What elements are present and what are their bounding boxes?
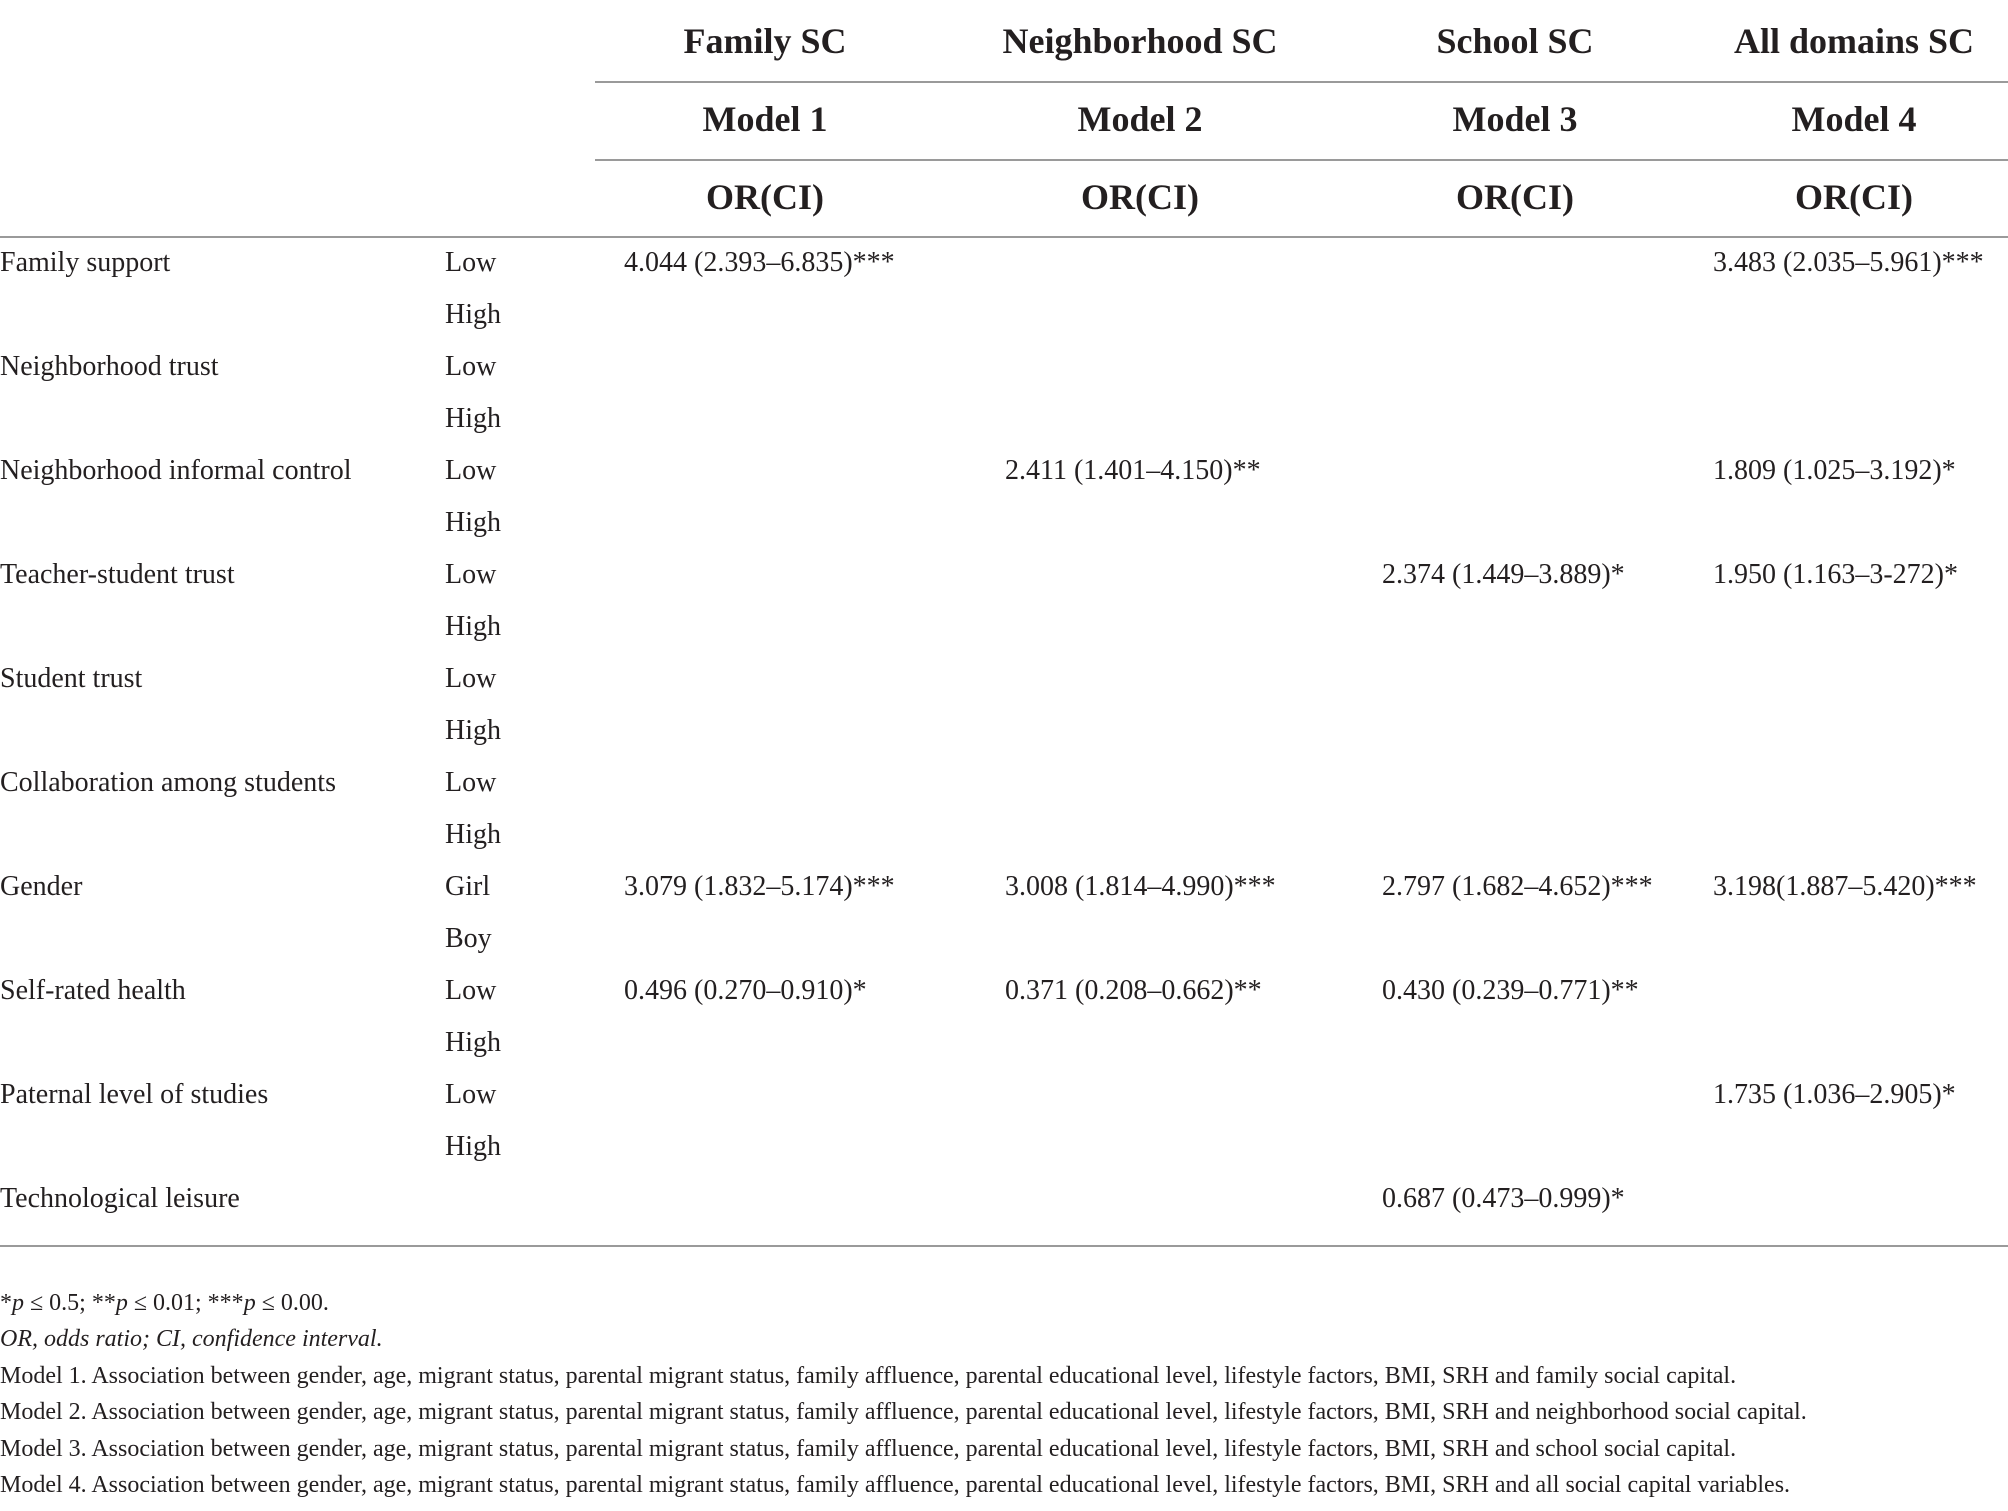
header-stat-3: OR(CI) (1456, 177, 1574, 217)
footnote-abbreviations: OR, odds ratio; CI, confidence interval. (0, 1326, 383, 1352)
header-rule-3 (0, 236, 2008, 238)
footnote-model-3: Model 3. Association between gender, age, migrant status, parental migrant status, family affluence, parental educational level, lifestyle factors, BMI, SRH and school social capital. (0, 1436, 1737, 1462)
model1-value: 3.079 (1.832–5.174)*** (624, 871, 895, 902)
level-label: Low (445, 663, 497, 694)
model3-value: 2.797 (1.682–4.652)*** (1382, 871, 1653, 902)
level-label: Low (445, 767, 497, 798)
variable-label: Self-rated health (0, 975, 186, 1006)
header-domain-all: All domains SC (1733, 21, 1975, 61)
variable-label: Collaboration among students (0, 767, 336, 798)
level-label: Girl (445, 871, 491, 902)
header-rule-2 (595, 159, 2008, 161)
table-bottom-rule (0, 1245, 2008, 1247)
level-label: High (445, 403, 501, 434)
header-model-2: Model 2 (1077, 99, 1203, 139)
model3-value: 0.430 (0.239–0.771)** (1382, 975, 1639, 1006)
header-stat-4: OR(CI) (1795, 177, 1913, 217)
model1-value: 0.496 (0.270–0.910)* (624, 975, 867, 1006)
model4-value: 1.950 (1.163–3-272)* (1713, 559, 1958, 590)
footnote-sig-t2: ≤ 0.01; *** (127, 1290, 244, 1316)
level-label: Low (445, 1079, 497, 1110)
model4-value: 1.809 (1.025–3.192)* (1713, 455, 1956, 486)
footnote-sig-p1: p (12, 1290, 24, 1316)
level-label: High (445, 611, 501, 642)
header-model-1: Model 1 (702, 99, 828, 139)
footnote-sig-p2: p (115, 1290, 128, 1316)
model3-value: 0.687 (0.473–0.999)* (1382, 1183, 1625, 1214)
header-domain-neighborhood: Neighborhood SC (1002, 21, 1278, 61)
footnote-significance (0, 1288, 329, 1318)
header-stat-2: OR(CI) (1081, 177, 1199, 217)
model4-value: 1.735 (1.036–2.905)* (1713, 1079, 1956, 1110)
footnote-model-2: Model 2. Association between gender, age, migrant status, parental migrant status, family affluence, parental educational level, lifestyle factors, BMI, SRH and neighborhood social capital. (0, 1399, 1807, 1425)
level-label: Low (445, 975, 497, 1006)
header-model-3: Model 3 (1452, 99, 1578, 139)
level-label: Low (445, 559, 497, 590)
footnote-sig-p3: p (243, 1290, 256, 1316)
level-label: High (445, 1027, 501, 1058)
footnote-sig-t1: ≤ 0.5; ** (24, 1290, 116, 1316)
header-model-4: Model 4 (1791, 99, 1917, 139)
model3-value: 2.374 (1.449–3.889)* (1382, 559, 1625, 590)
variable-label: Neighborhood informal control (0, 455, 352, 486)
footnote-model-1: Model 1. Association between gender, age, migrant status, parental migrant status, family affluence, parental educational level, lifestyle factors, BMI, SRH and family social capital. (0, 1363, 1737, 1389)
header-stat-1: OR(CI) (706, 177, 824, 217)
model4-value: 3.483 (2.035–5.961)*** (1713, 247, 1984, 278)
level-label: High (445, 299, 501, 330)
variable-label: Teacher-student trust (0, 559, 235, 590)
variable-label: Paternal level of studies (0, 1079, 269, 1110)
variable-label: Technological leisure (0, 1183, 240, 1214)
model1-value: 4.044 (2.393–6.835)*** (624, 247, 895, 278)
header-rule-1 (595, 81, 2008, 83)
level-label: High (445, 1131, 501, 1162)
level-label: Boy (445, 923, 492, 954)
model2-value: 0.371 (0.208–0.662)** (1005, 975, 1262, 1006)
header-domain-school: School SC (1436, 21, 1594, 61)
level-label: High (445, 507, 501, 538)
variable-label: Family support (0, 247, 171, 278)
model2-value: 3.008 (1.814–4.990)*** (1005, 871, 1276, 902)
level-label: Low (445, 351, 497, 382)
footnote-model-4: Model 4. Association between gender, age, migrant status, parental migrant status, family affluence, parental educational level, lifestyle factors, BMI, SRH and all social capital variables. (0, 1472, 1791, 1498)
model2-value: 2.411 (1.401–4.150)** (1005, 455, 1261, 486)
model4-value: 3.198(1.887–5.420)*** (1713, 871, 1977, 902)
level-label: High (445, 715, 501, 746)
level-label: Low (445, 247, 497, 278)
header-domain-family: Family SC (683, 21, 847, 61)
variable-label: Neighborhood trust (0, 351, 219, 382)
variable-label: Student trust (0, 663, 143, 694)
variable-label: Gender (0, 871, 83, 902)
footnote-sig-t3: ≤ 0.00. (255, 1290, 329, 1316)
footnote-sig-star1: * (0, 1290, 12, 1316)
level-label: High (445, 819, 501, 850)
level-label: Low (445, 455, 497, 486)
